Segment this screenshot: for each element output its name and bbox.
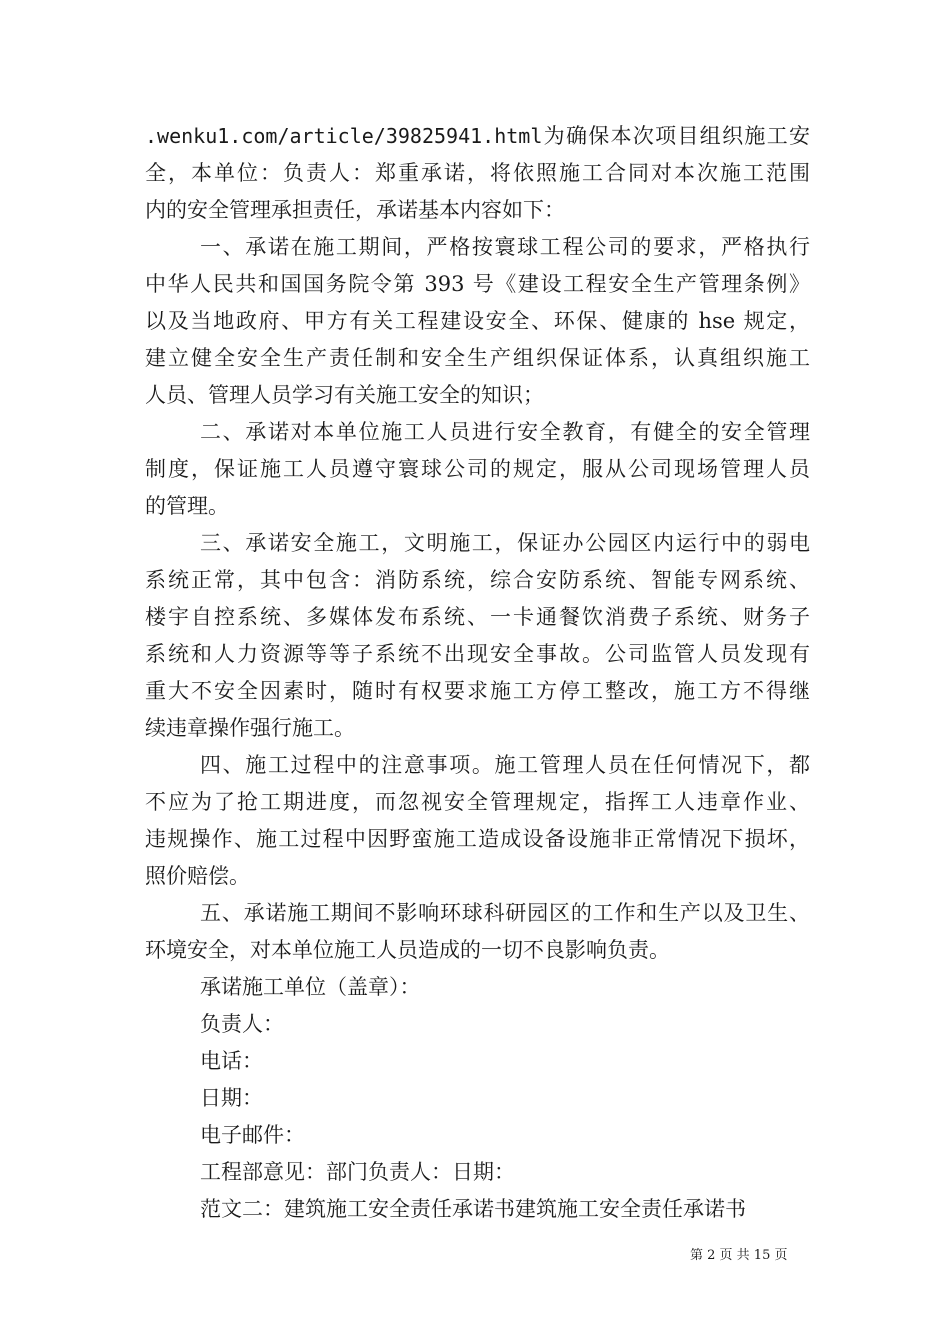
- text-line-17: 续违章操作强行施工。: [145, 716, 355, 740]
- example-two-heading: 范文二：建筑施工安全责任承诺书建筑施工安全责任承诺书: [200, 1197, 746, 1221]
- phone-label: 电话：: [200, 1049, 263, 1073]
- text-line-20: 违规操作、施工过程中因野蛮施工造成设备设施非正常情况下损坏，: [145, 827, 810, 851]
- text-line-21: 照价赔偿。: [145, 864, 250, 888]
- text-line-8: 人员、管理人员学习有关施工安全的知识；: [145, 383, 544, 407]
- text-line-14: 楼宇自控系统、多媒体发布系统、一卡通餐饮消费子系统、财务子: [145, 605, 810, 629]
- text-line-7: 建立健全安全生产责任制和安全生产组织保证体系，认真组织施工: [145, 346, 810, 370]
- article-url: .wenku1.com/article/39825941.html: [145, 124, 543, 148]
- page-number: 第 2 页 共 15 页: [690, 1248, 788, 1263]
- clause-2-first-line: 二、承诺对本单位施工人员进行安全教育，有健全的安全管理: [200, 420, 810, 444]
- text-line-11: 的管理。: [145, 494, 229, 518]
- text-line-15: 系统和人力资源等等子系统不出现安全事故。公司监管人员发现有: [145, 642, 810, 666]
- clause-3-first-line: 三、承诺安全施工，文明施工，保证办公园区内运行中的弱电: [200, 531, 810, 555]
- text-line-16: 重大不安全因素时，随时有权要求施工方停工整改，施工方不得继: [145, 679, 810, 703]
- responsible-person-label: 负责人：: [200, 1012, 284, 1036]
- clause-5-first-line: 五、承诺施工期间不影响环球科研园区的工作和生产以及卫生、: [200, 901, 810, 925]
- text-line-6: 以及当地政府、甲方有关工程建设安全、环保、健康的 hse 规定，: [145, 309, 810, 333]
- text-line-10: 制度，保证施工人员遵守寰球公司的规定，服从公司现场管理人员: [145, 457, 810, 481]
- signature-unit-label: 承诺施工单位（盖章）：: [200, 975, 421, 999]
- text-line-1: [145, 120, 810, 152]
- engineering-opinion-label: 工程部意见：部门负责人：日期：: [200, 1160, 515, 1184]
- text-line-2: 全，本单位：负责人：郑重承诺，将依照施工合同对本次施工范围: [145, 161, 810, 185]
- clause-1-first-line: 一、承诺在施工期间，严格按寰球工程公司的要求，严格执行: [200, 235, 810, 259]
- email-label: 电子邮件：: [200, 1123, 305, 1147]
- text-line-5: 中华人民共和国国务院令第 393 号《建设工程安全生产管理条例》: [145, 272, 810, 296]
- date-label: 日期：: [200, 1086, 263, 1110]
- text-line-3: 内的安全管理承担责任，承诺基本内容如下：: [145, 198, 565, 222]
- line-1-text: 为确保本次项目组织施工安: [542, 124, 810, 148]
- text-line-19: 不应为了抢工期进度，而忽视安全管理规定，指挥工人违章作业、: [145, 790, 810, 814]
- text-line-23: 环境安全，对本单位施工人员造成的一切不良影响负责。: [145, 938, 670, 962]
- text-line-13: 系统正常，其中包含：消防系统，综合安防系统、智能专网系统、: [145, 568, 810, 592]
- clause-4-first-line: 四、施工过程中的注意事项。施工管理人员在任何情况下，都: [200, 753, 810, 777]
